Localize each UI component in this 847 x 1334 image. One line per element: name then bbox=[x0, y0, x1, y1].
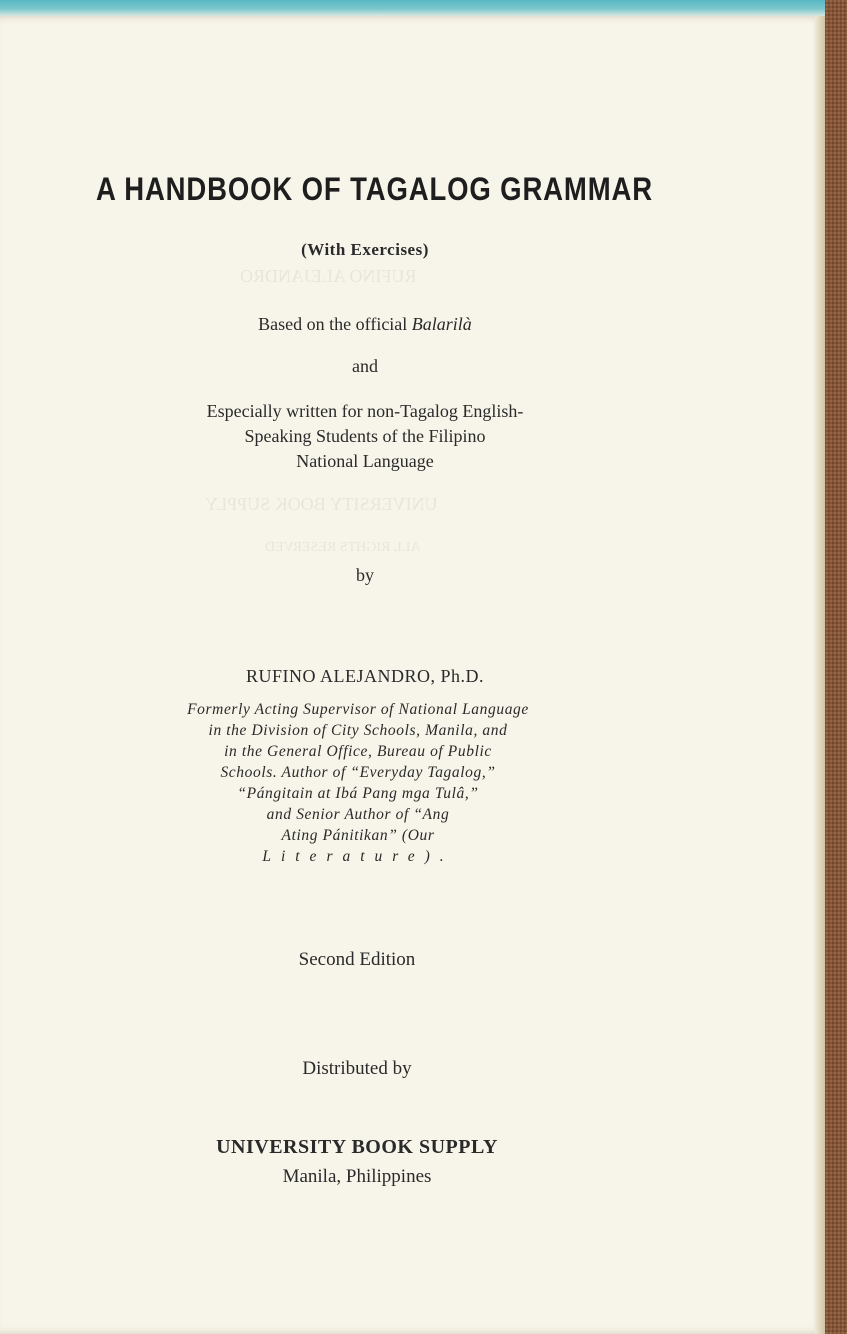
book-cover-top-edge bbox=[0, 0, 847, 16]
bio-line: Ating Pánitikan” (Our bbox=[281, 827, 435, 844]
bio-line: Schools. Author of “Everyday Tagalog,” bbox=[220, 764, 496, 781]
bio-line: Formerly Acting Supervisor of National Language bbox=[187, 701, 529, 718]
audience-line: Speaking Students of the Filipino bbox=[244, 426, 486, 446]
book-title: A HANDBOOK OF TAGALOG GRAMMAR bbox=[96, 171, 653, 207]
title-page bbox=[0, 16, 825, 1334]
balarila-word: Balarilà bbox=[411, 314, 472, 334]
publisher-name: UNIVERSITY BOOK SUPPLY bbox=[216, 1136, 498, 1158]
by-text: by bbox=[356, 565, 374, 585]
edition-text: Second Edition bbox=[298, 949, 416, 970]
bio-line: in the General Office, Bureau of Public bbox=[224, 743, 492, 760]
distributed-by-text: Distributed by bbox=[302, 1058, 412, 1079]
author-bio bbox=[108, 699, 608, 867]
based-on-prefix: Based on the official bbox=[258, 314, 408, 334]
show-through-text: ALL RIGHTS RESERVED bbox=[265, 540, 421, 555]
page-edge-shadow bbox=[815, 16, 825, 1334]
audience-line: Especially written for non-Tagalog English- bbox=[206, 401, 524, 421]
show-through-text: RUFINO ALEJANDRO bbox=[240, 266, 417, 286]
audience-line: National Language bbox=[296, 451, 434, 471]
and-text: and bbox=[352, 356, 378, 376]
bio-line: “Pángitain at Ibá Pang mga Tulâ,” bbox=[237, 785, 479, 802]
bio-line: in the Division of City Schools, Manila, and bbox=[208, 722, 508, 739]
bio-line: and Senior Author of “Ang bbox=[266, 806, 450, 823]
book-subtitle: (With Exercises) bbox=[301, 240, 429, 259]
based-on-line bbox=[0, 314, 730, 335]
author-name: RUFINO ALEJANDRO, Ph.D. bbox=[245, 666, 485, 686]
book-cover-right-edge bbox=[825, 0, 847, 1334]
show-through-text: UNIVERSITY BOOK SUPPLY bbox=[205, 494, 438, 514]
audience-description bbox=[0, 399, 730, 474]
bio-line: Literature). bbox=[262, 848, 454, 865]
publisher-location: Manila, Philippines bbox=[282, 1166, 432, 1187]
